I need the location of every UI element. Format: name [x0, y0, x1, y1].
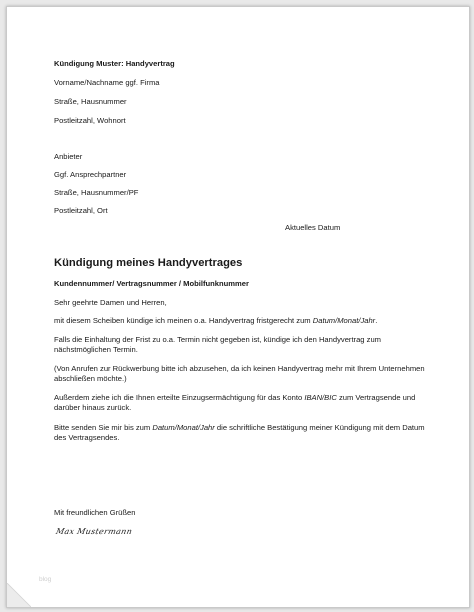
letter-closing: Mit freundlichen Grüßen	[54, 508, 136, 517]
letter-date: Aktuelles Datum	[285, 223, 341, 232]
letter-subject: Kündigung meines Handyvertrages	[54, 257, 243, 269]
recipient-contact: Ggf. Ansprechpartner	[54, 170, 127, 179]
letter-subline: Kundennummer/ Vertragsnummer / Mobilfunknummer	[54, 279, 249, 288]
placeholder-date-2: Datum/Monat/Jahr	[152, 423, 215, 432]
page-corner-fold-icon	[7, 583, 31, 607]
paragraph-cancellation-end: .	[375, 316, 378, 325]
signature: Max Mustermann	[55, 527, 134, 536]
sender-street: Straße, Hausnummer	[54, 97, 127, 106]
recipient-street: Straße, Hausnummer/PF	[54, 188, 139, 197]
recipient-city: Postleitzahl, Ort	[54, 206, 108, 215]
letter-header-title: Kündigung Muster: Handyvertrag	[54, 59, 175, 68]
placeholder-iban: IBAN/BIC	[304, 393, 337, 402]
paragraph-confirmation	[54, 423, 429, 443]
paragraph-no-calls: (Von Anrufen zur Rückwerbung bitte ich abzusehen, da ich keinen Handyvertrag mehr mit Ihrem Unternehmen abschließen möchte.)	[54, 364, 425, 383]
sender-city: Postleitzahl, Wohnort	[54, 116, 126, 125]
paragraph-deadline: Falls die Einhaltung der Frist zu o.a. Termin nicht gegeben ist, kündige ich den Handyvertrag zum nächstmöglichen Termin.	[54, 335, 381, 354]
paragraph-direct-debit	[54, 393, 429, 413]
recipient-company: Anbieter	[54, 152, 83, 161]
paragraph-confirmation-a: Bitte senden Sie mir bis zum	[54, 423, 153, 432]
paragraph-cancellation-text: mit diesem Scheiben kündige ich meinen o.a. Handyvertrag fristgerecht zum	[54, 316, 313, 325]
paragraph-confirmation-b: die schriftliche Bestätigung meiner Kündigung mit dem Datum des Vertragsendes.	[54, 423, 425, 442]
paragraph-cancellation	[54, 316, 429, 326]
placeholder-date: Datum/Monat/Jahr	[312, 316, 376, 325]
letter-salutation: Sehr geehrte Damen und Herren,	[54, 298, 167, 307]
paragraph-direct-debit-b: zum Vertragsende und darüber hinaus zurück.	[54, 393, 416, 412]
watermark: blog	[39, 576, 52, 583]
sender-name: Vorname/Nachname ggf. Firma	[54, 78, 160, 87]
paragraph-direct-debit-a: Außerdem ziehe ich die Ihnen erteilte Einzugsermächtigung für das Konto	[54, 393, 305, 402]
letter-page	[6, 6, 470, 608]
